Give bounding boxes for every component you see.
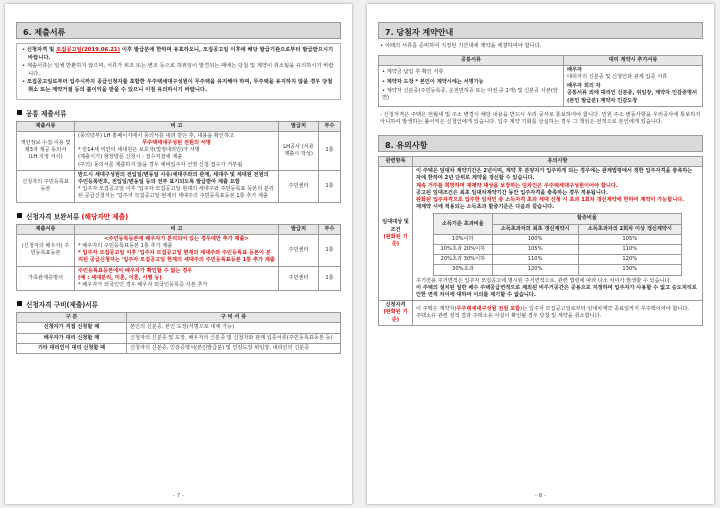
doc-note: 주민등록표등본에서 배우자가 확인할 수 없는 경우 (예 : 세대분리, 미혼, 이혼, 사별 등) * 배우자가 외국인인 경우 배우자 외국인등록증 사본 추가	[75, 266, 279, 291]
table-header: 비 고	[75, 121, 279, 131]
table-header: 발급처	[279, 121, 319, 131]
intro-line-3: • 모집공고일로부터 입주시까지 공급신청자를 포함한 우주택세대구성원이 무주택을 유지해야 하며, 무주택을 유지하지 않을 경우 당첨 취소 또는 계약거절 등의 불이익을 받을 수 있으니 이점 유의하시기 바랍니다.	[22, 79, 333, 93]
doc-issuer: LH공사 (서류제출시 작성)	[279, 131, 319, 170]
contract-note: - 신청자격은 주택은 전월세 및 주소 변경시 해당 내용을 반드시 우리 공사로 통보하여야 합니다. 민원 주소 변동사항을 우리공사에 통보하지 아니하여 발생하는 불이익은 신청인에게 있습니다. 입주 계약 기회를 상실하는 경우 그 책임은 전적으로 본인에게 있습니다.	[380, 111, 701, 126]
table-header: 공통서류	[379, 55, 564, 65]
intro-line-1: • 신청자격 및 모집공고일(2019.06.21) 이후 발급분에 한하며 유효하오니, 모집공고일 이후에 해당 발급기관으로부터 발급받으시기 바랍니다.	[22, 47, 334, 61]
notice-date: 모집공고일(2019.06.21)	[56, 47, 121, 53]
doc-note: (동의당부) LH 홈페이지에서 동의서를 내려 받은 후, 내용을 확인하고 무주택세대구성원 전원의 서명 * 만14세 미만의 세대원은 보호자(법정대리인)가 서명 (제출시기) 현장방문 신청시 : 접수처접에 제출 (주의) 동의서를 제출하지 않을 경우 예비입주자 선정 신청·접수가 거부됨	[75, 131, 279, 170]
table-row	[379, 167, 703, 301]
table-row	[379, 65, 703, 106]
table-row: 30%초과 120% 130%	[433, 265, 681, 275]
notes-table	[378, 156, 703, 326]
table-row	[17, 234, 341, 266]
common-docs-title: 공통 제출서류	[17, 108, 341, 118]
doc-name: 개인정보 수집·이용 및 제3자 제공 동의서 (LH 지정 서식)	[17, 131, 75, 170]
category-cell: 신청자격 (완화된 기준)	[379, 301, 413, 326]
left-page	[5, 4, 352, 504]
doc-copies: 1통	[319, 266, 341, 291]
page-number: - 7 -	[173, 493, 184, 499]
doc-issuer: 주민센터	[279, 266, 319, 291]
doc-name: (신청자의 배우자) 주민등록표등본	[17, 234, 75, 266]
doc-copies: 1통	[319, 131, 341, 170]
intro-box	[16, 43, 341, 100]
bullet-square-icon	[17, 301, 22, 306]
table-header: 관련항목	[379, 157, 413, 167]
table-header: 비 고	[75, 224, 279, 234]
doc-issuer: 주민센터	[279, 170, 319, 202]
table-row: 배우자가 대리 신청할 때 신청자의 신분증 및 도장, 배우자의 신분증 및 신청자와 관계 입증서류(주민등록표등본 등)	[17, 333, 341, 343]
table-row	[379, 301, 703, 326]
required-docs-title: 신청자격 구비(제출)서류	[17, 299, 341, 309]
notes-cell: 이 주택은 임대차 계약기간은 2년이며, 계약 후 분양자가 입주하게 되는 경우에는 관계법령에서 정한 입주자격을 충족하는 자에 한하여 2년 단위로 계약을 갱신할 수 있습니다. 계속 거주를 희망하며 재계약 대상을 보장하는 임차인은 우주택세대구성원이어야 합니다. 공고된 임대조건은 최초 임대차계약기간 동안 입주자격을 충족하는 경우 적용됩니다. 완화된 입주자격으로 입주한 임차인 중 소득자격 초과 세대 신청 시 초과 1회차 갱신계약에 한하여 계약이 가능합니다. 재계약 시에 적용되는 소득초과 할증기준은 다음과 같습니다. 소득기준 초과비율 할증비율 소득초과자의 최초 갱신계약시 소득초과자의 2회차 이상 갱신계약시 10%이하 100% 105% 10%초과 20%이하 105% 110% 20%초과 30%이하 110% 120% 30%초과 120% 130% 주거전용 주거면적은 입주자 모집공고에 명시된 주거면적으로, 관련 법령에 따라 다소 차이가 발생할 수 있습니다. 이 주택의 설치된 일반 배수 주택공급면적으로 제외된 비주거공간은 공용으로 지정하며 입주자가 사용할 수 없고 승도처리로 인한 면적 차이에 대하여 이의를 제기할 수 없습니다.	[413, 167, 703, 301]
doc-note: 반드시 세대구성원의 전입일/변동일 사유/세대주와의 관계, 세대주 및 세대원 전원의 주민등록번호, 전입일/변동일 등의 전부 표기되도록 발급받아 제출 요함 * 입주자 모집공고일 이후 '입주자 모집공고일 현재의 세대주와 주민등록표 등본의 분리된 공급신청자는 '입주자 모집공고일 현재의 세대주의 주민등록표등본 1통 추가 제출	[75, 170, 279, 202]
table-row	[17, 170, 341, 202]
contract-docs-table	[378, 55, 703, 107]
table-header: 구 비 서 류	[127, 313, 341, 323]
supplement-docs-table	[16, 224, 341, 292]
proxy-docs-cell: 배우자 대리자의 신분증 및 신청인과 관계 입증 서류 배우자 외의 자 공통서류 외에 대리인 신분증, 위임장, 계약자 인감증명서(본인 발급분) 계약자 인감도장	[564, 65, 703, 106]
supplement-docs-title: 신청자격 보완서류 (해당자만 제출)	[17, 211, 341, 221]
table-header: 대리 계약시 추가서류	[564, 55, 703, 65]
section-8-header: 8. 유의사항	[378, 135, 703, 152]
table-header: 제출서류	[17, 121, 75, 131]
table-row: 10%이하 100% 105%	[433, 234, 681, 244]
table-row: 신청자가 직접 신청할 때 본인의 신분증, 본인 도장(서명으로 대체 가능)	[17, 323, 341, 333]
table-row: 20%초과 30%이하 110% 120%	[433, 255, 681, 265]
table-row	[17, 266, 341, 291]
doc-name: 신청자의 주민등록표등본	[17, 170, 75, 202]
doc-note: <주민등록등본에 배우자가 분리되어 있는 경우에만 추가 제출> * 배우자의 주민등록표등본 1통 추가 제출 * 입주자 모집공고일 이후 '입주자 모집공고일 현재의 세대주와 주민등록표 등본이 분리된 공급신청자는 '입주자 모집공고일 현재의 세대주의 주민등록표등본 1통 추가 제출	[75, 234, 279, 266]
table-row: 기타 대리인이 대리 신청할 때 신청자의 신분증, 인감증명서(본인발급분) 및 인감도장 위임장, 대리인의 신분증	[17, 343, 341, 353]
required-docs-table	[16, 312, 341, 354]
section-6-header: 6. 제출서류	[16, 22, 341, 39]
category-cell: 임대대상 및 조건 (완화된 기준)	[379, 167, 413, 301]
table-header: 구 분	[17, 313, 127, 323]
section-7-header: 7. 당첨자 계약안내	[378, 22, 703, 39]
doc-copies: 1통	[319, 170, 341, 202]
surcharge-table: 소득기준 초과비율 할증비율 소득초과자의 최초 갱신계약시 소득초과자의 2회차 이상 갱신계약시 10%이하 100% 105% 10%초과 20%이하 105% 110% 20%초과 30%이하 110% 120% 30%초과 120% 130%	[433, 213, 682, 275]
common-docs-cell: • 계약금 납입 후 확인 서류 • 계약자 도장 * 본인이 계약시에는 서명가능 • 계약자 신분증(주민등록증, 운전면허증 또는 여권 중 1개) 및 신분증 사본(앞면)	[379, 65, 564, 106]
notes-cell: 이 주택은 계약자(무주택세대구성원 전원 포함)는 입주자 모집공고일로부터 임대차계약 종료일까지 무주택이어야 합니다. 주택소유 관련 검색 결과 주택소유 사실이 확인될 경우 당첨 및 계약을 취소합니다.	[413, 301, 703, 326]
right-page	[367, 4, 714, 504]
common-docs-table	[16, 121, 341, 203]
intro-line-2: • 제출서류는 일체 반환하지 않으며, 서류가 위조 또는 변조 등으로 허위임이 발견되는 때에는 당첨 및 계약이 취소됨을 유의하시기 바랍니다.	[22, 63, 334, 77]
table-header: 제출서류	[17, 224, 75, 234]
doc-name: 가족관계증명서	[17, 266, 75, 291]
doc-copies: 1통	[319, 234, 341, 266]
table-header: 발급처	[279, 224, 319, 234]
table-header: 부수	[319, 224, 341, 234]
table-row: 10%초과 20%이하 105% 110%	[433, 245, 681, 255]
bullet-square-icon	[17, 110, 22, 115]
page-number: - 8 -	[535, 493, 546, 499]
table-row	[17, 131, 341, 170]
bullet-square-icon	[17, 213, 22, 218]
table-header: 부수	[319, 121, 341, 131]
contract-intro: • 아래의 서류를 준비하여 지정된 기간내에 계약을 체결하여야 합니다.	[380, 43, 542, 49]
table-header: 유의사항	[413, 157, 703, 167]
doc-issuer: 주민센터	[279, 234, 319, 266]
